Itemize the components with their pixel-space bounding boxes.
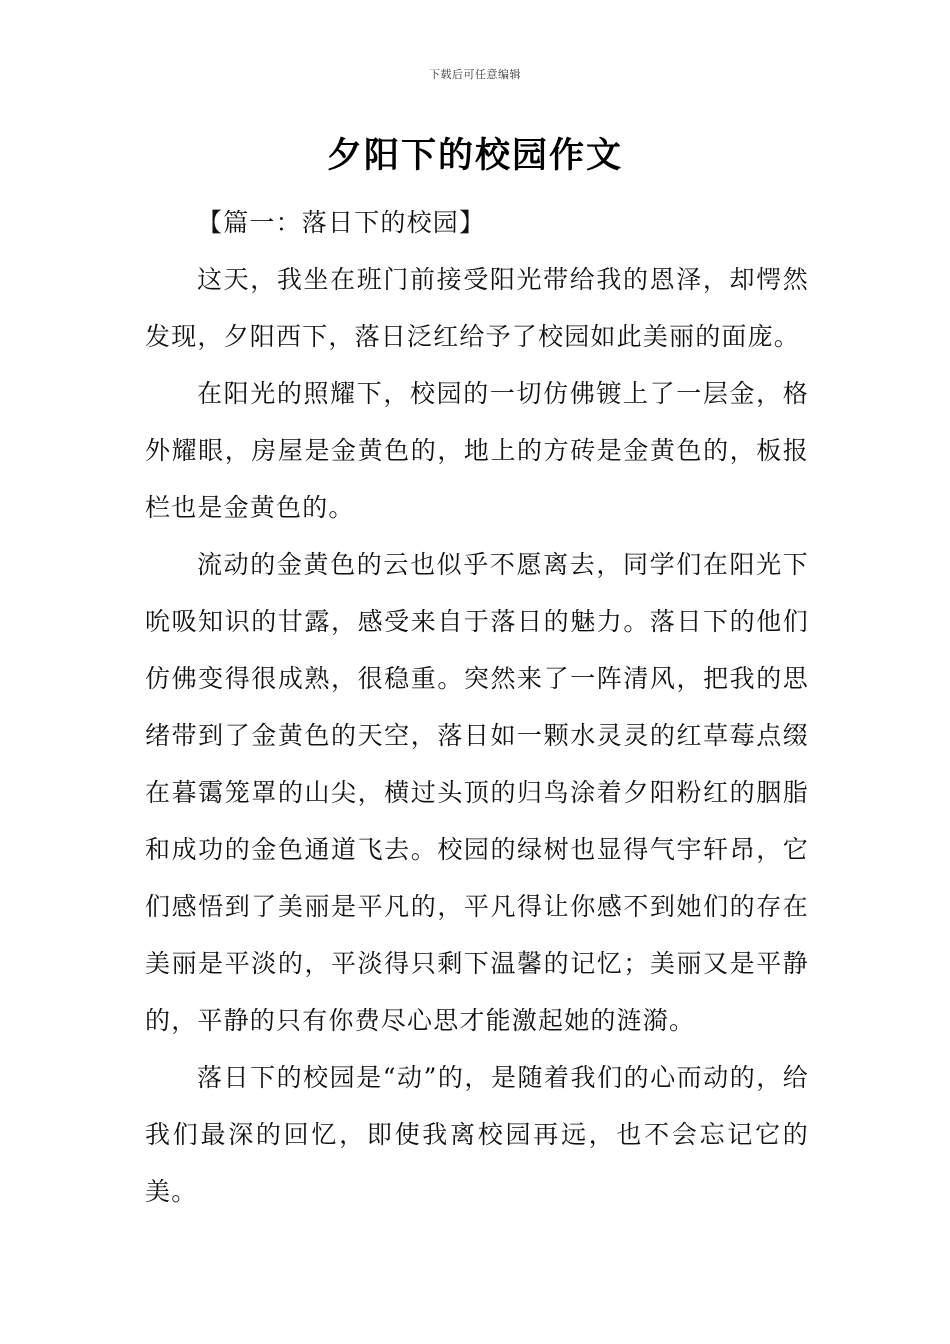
paragraph-1: 这天，我坐在班门前接受阳光带给我的恩泽，却愕然发现，夕阳西下，落日泛红给予了校园如此美丽的面庞。 — [145, 265, 809, 351]
page-title: 夕阳下的校园作文 — [326, 136, 623, 176]
paragraph-3: 流动的金黄色的云也似乎不愿离去，同学们在阳光下吮吸知识的甘露，感受来自于落日的魅力。落日下的他们仿佛变得很成熟，很稳重。突然来了一阵清风，把我的思绪带到了金黄色的天空，落日如一颗水灵灵的红草莓点缀在暮霭笼罩的山尖，横过头顶的归鸟涂着夕阳粉红的胭脂和成功的金色通道飞去。校园的绿树也显得气宇轩昂，它们感悟到了美丽是平凡的，平凡得让你感不到她们的存在美丽是平淡的，平淡得只剩下温馨的记忆；美丽又是平静的，平静的只有你费尽心思才能激起她的涟漪。 — [145, 550, 809, 1035]
paragraph-2: 在阳光的照耀下，校园的一切仿佛镀上了一层金，格外耀眼，房屋是金黄色的，地上的方砖是金黄色的，板报栏也是金黄色的。 — [145, 379, 809, 522]
paragraph-4: 落日下的校园是“动”的，是随着我们的心而动的，给我们最深的回忆，即使我离校园再远，也不会忘记它的美。 — [145, 1063, 809, 1206]
article-body — [145, 194, 809, 1220]
section-heading: 【篇一：落日下的校园】 — [197, 208, 486, 237]
header-note: 下载后可任意编辑 — [429, 68, 521, 81]
